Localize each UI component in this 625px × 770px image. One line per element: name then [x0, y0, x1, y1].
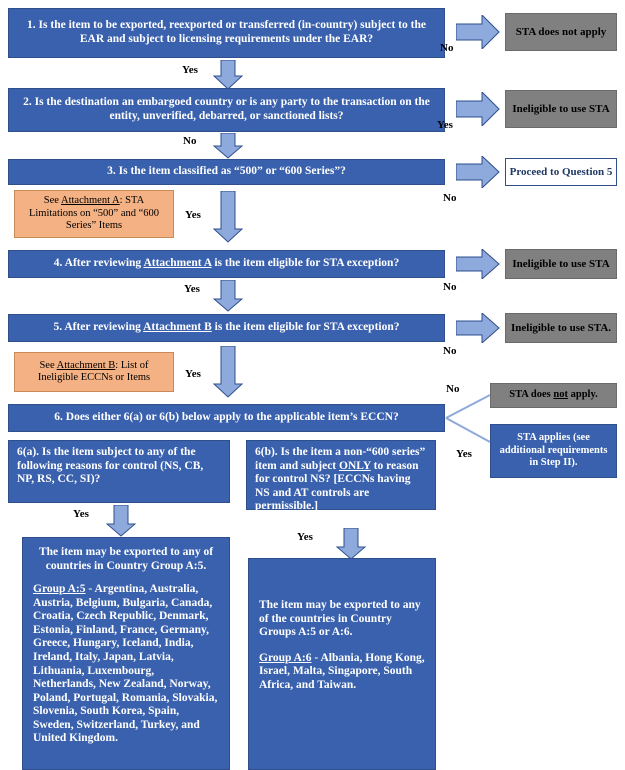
node-question-6b-pre: 6(b). Is the item a non-“600 series” item and subject — [255, 446, 426, 472]
node-question-1-text: 1. Is the item to be exported, reexported or transferred (in-country) subject to the EAR and subject to licensing requirements under the EAR? — [27, 19, 426, 45]
node-question-5-suffix: is the item eligible for STA exception? — [211, 321, 400, 334]
edge-label-no-2: No — [183, 135, 197, 147]
node-question-5-link[interactable]: Attachment B — [143, 321, 212, 334]
edge-label-yes-6b: Yes — [297, 531, 313, 543]
arrow-q5-yes — [213, 346, 243, 398]
edge-label-no-4: No — [443, 281, 457, 293]
node-q6-yes-result-text: STA applies (see additional requirements in Step II). — [499, 432, 608, 469]
result-a6-body: - Albania, Hong Kong, Israel, Malta, Singapore, South Africa, and Taiwan. — [259, 651, 425, 691]
node-question-4-suffix: is the item eligible for STA exception? — [211, 257, 400, 270]
node-question-6b-em: ONLY — [339, 459, 371, 472]
result-a5-group-label: Group A:5 — [33, 583, 86, 596]
note-attachment-b-link[interactable]: Attachment B — [56, 359, 116, 371]
arrow-q5-no — [456, 313, 500, 343]
arrow-q6a-yes — [106, 505, 136, 537]
arrow-q1-yes — [213, 60, 243, 90]
node-q5-no-result-text: Ineligible to use STA. — [510, 321, 612, 334]
node-q4-no-result — [505, 249, 617, 279]
arrow-q2-no — [213, 133, 243, 159]
node-q6-no-result — [490, 383, 617, 408]
node-q6-yes-result — [490, 424, 617, 478]
node-question-6 — [8, 404, 445, 432]
node-q2-yes-result — [505, 90, 617, 128]
node-question-6b — [246, 440, 436, 513]
node-result-group-a6 — [248, 558, 436, 770]
note-attachment-b — [14, 352, 174, 392]
note-attachment-a-link[interactable]: Attachment A — [61, 195, 120, 207]
arrow-q1-no — [456, 15, 500, 49]
edge-label-yes-6a: Yes — [73, 508, 89, 520]
edge-label-no-6: No — [446, 383, 460, 395]
edge-label-yes-6: Yes — [456, 448, 472, 460]
arrow-q6b-yes — [336, 528, 366, 560]
note-attachment-a-suffix: : STA Limitations on “500” and “600 Series” Items — [28, 195, 160, 232]
edge-label-yes-1: Yes — [182, 64, 198, 76]
result-a5-heading: The item may be exported to any of countries in Country Group A:5. — [38, 546, 214, 572]
edge-label-no-1: No — [440, 42, 454, 54]
node-question-4-link[interactable]: Attachment A — [143, 257, 212, 270]
arrow-q2-yes — [456, 92, 500, 126]
note-attachment-b-suffix: : List of Ineligible ECCNs or Items — [37, 359, 151, 383]
note-attachment-a-prefix: See — [43, 195, 62, 207]
result-a6-group-label: Group A:6 — [259, 651, 312, 664]
node-question-6a-text: 6(a). Is the item subject to any of the following reasons for control (NS, CB, NP, RS, CC, SI)? — [17, 446, 204, 486]
edge-label-yes-4: Yes — [184, 283, 200, 295]
arrow-q3-no — [456, 156, 500, 188]
result-a5-body: - Argentina, Australia, Austria, Belgium, Bulgaria, Canada, Croatia, Czech Republic, Denmark, Estonia, Finland, France, Germany, Greece, Hungary, Iceland, India, Ireland, Italy, Japan, Latvia, Lithuania, Luxembourg, Netherlands, New Zealand, Norway, Poland, Portugal, Romania, Slovakia, Slovenia, South Korea, Spain, Sweden, Switzerland, Turkey, and United Kingdom. — [33, 583, 218, 745]
edge-label-no-5: No — [443, 345, 457, 357]
node-q1-no-result-text: STA does not apply — [515, 25, 607, 38]
edge-label-no-3: No — [443, 192, 457, 204]
edge-label-yes-3: Yes — [185, 209, 201, 221]
node-q6-no-result-pre: STA does — [509, 389, 554, 401]
node-q6-no-result-em: not — [553, 389, 568, 401]
node-q3-no-result-text: Proceed to Question 5 — [509, 165, 613, 178]
arrow-q4-no — [456, 249, 500, 279]
node-q2-yes-result-text: Ineligible to use STA — [512, 102, 610, 115]
node-question-3 — [8, 159, 445, 185]
edge-label-yes-5: Yes — [185, 368, 201, 380]
node-q1-no-result — [505, 13, 617, 51]
node-question-6-text: 6. Does either 6(a) or 6(b) below apply to the applicable item’s ECCN? — [54, 411, 399, 424]
result-a6-heading: The item may be exported to any of the countries in Country Groups A:5 or A:6. — [259, 599, 421, 639]
node-question-4-prefix: 4. After reviewing — [53, 257, 144, 270]
note-attachment-a — [14, 190, 174, 238]
arrow-q4-yes — [213, 280, 243, 312]
node-question-5 — [8, 314, 445, 342]
node-q3-no-result — [505, 158, 617, 186]
node-q4-no-result-text: Ineligible to use STA — [512, 257, 610, 270]
edge-label-yes-2: Yes — [437, 119, 453, 131]
node-question-4 — [8, 250, 445, 278]
node-q5-no-result — [505, 313, 617, 343]
node-question-5-prefix: 5. After reviewing — [53, 321, 144, 334]
node-question-1 — [8, 8, 445, 58]
node-question-6b-post: to reason for control NS? [ECCNs having NS and AT controls are permissible.] — [255, 459, 419, 513]
node-result-group-a5 — [22, 537, 230, 770]
node-question-2-text: 2. Is the destination an embargoed country or is any party to the transaction on the entity, unverified, debarred, or sanctioned lists? — [23, 96, 430, 122]
node-question-6a — [8, 440, 230, 503]
note-attachment-b-prefix: See — [39, 359, 57, 371]
arrow-q3-yes — [213, 191, 243, 243]
node-q6-no-result-post: apply. — [567, 389, 598, 401]
node-question-2 — [8, 88, 445, 132]
node-question-3-text: 3. Is the item classified as “500” or “600 Series”? — [107, 165, 346, 178]
